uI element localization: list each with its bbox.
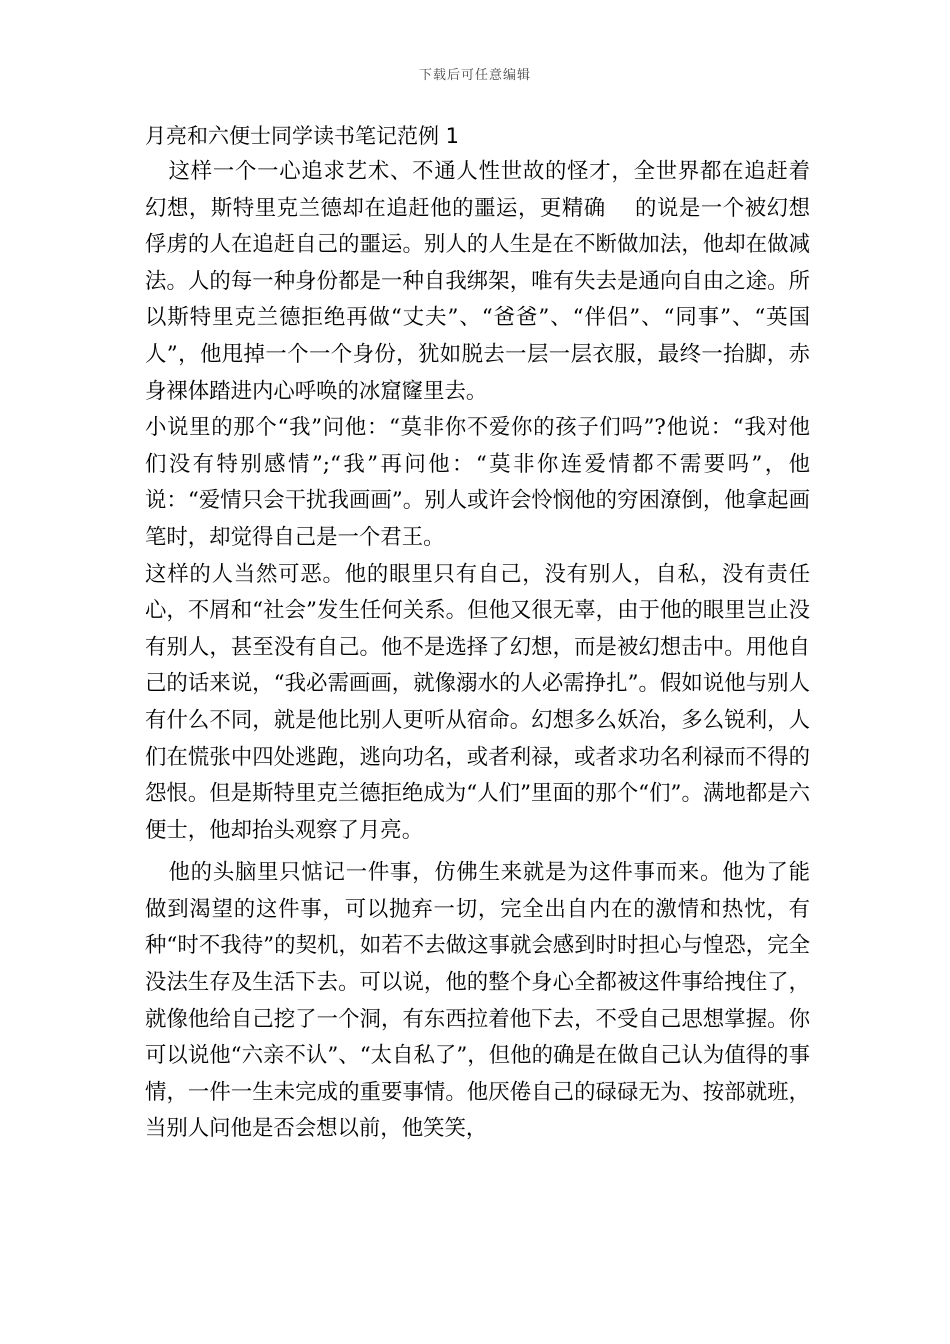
paragraph-1: 这样一个一心追求艺术、不通人性世故的怪才，全世界都在追赶着幻想，斯特里克兰德却在追赶他的噩运，更精确 的说是一个被幻想俘虏的人在追赶自己的噩运。别人的人生是在不断做加法，他却在做减法。人的每一种身份都是一种自我绑架，唯有失去是通向自由之途。所以斯特里克兰德拒绝再做“丈夫”、“爸爸”、“伴侣”、“同事”、“英国人”，他甩掉一个一个身份，犹如脱去一层一层衣服，最终一抬脚，赤身裸体踏进内心呼唤的冰窟窿里去。 — [145, 159, 810, 404]
header-note: 下载后可任意编辑 — [418, 68, 531, 83]
document-title: 月亮和六便士同学读书笔记范例 1 — [145, 124, 460, 148]
document-body — [145, 118, 810, 1148]
paragraph-4: 他的头脑里只惦记一件事，仿佛生来就是为这件事而来。他为了能做到渴望的这件事，可以抛弃一切，完全出自内在的激情和热忱，有种“时不我待”的契机，如若不去做这事就会感到时时担心与惶恐，完全没法生存及生活下去。可以说，他的整个身心全都被这件事给拽住了，就像他给自己挖了一个洞，有东西拉着他下去，不受自己思想掌握。你可以说他“六亲不认”、“太自私了”，但他的确是在做自己认为值得的事情，一件一生未完成的重要事情。他厌倦自己的碌碌无为、按部就班，当别人问他是否会想以前，他笑笑， — [145, 860, 810, 1142]
paragraph-2: 小说里的那个“我”问他：“莫非你不爱你的孩子们吗”?他说：“我对他们没有特别感情”;“我”再问他：“莫非你连爱情都不需要吗”，他说：“爱情只会干扰我画画”。别人或许会怜悯他的穷困潦倒，他拿起画笔时，却觉得自己是一个君王。 — [145, 415, 810, 550]
paragraph-3: 这样的人当然可恶。他的眼里只有自己，没有别人，自私，没有责任心，不屑和“社会”发生任何关系。但他又很无辜，由于他的眼里岂止没有别人，甚至没有自己。他不是选择了幻想，而是被幻想击中。用他自己的话来说，“我必需画画，就像溺水的人必需挣扎”。假如说他与别人有什么不同，就是他比别人更听从宿命。幻想多么妖冶，多么锐利，人们在慌张中四处逃跑，逃向功名，或者利禄，或者求功名利禄而不得的怨恨。但是斯特里克兰德拒绝成为“人们”里面的那个“们”。满地都是六便士，他却抬头观察了月亮。 — [145, 561, 810, 843]
